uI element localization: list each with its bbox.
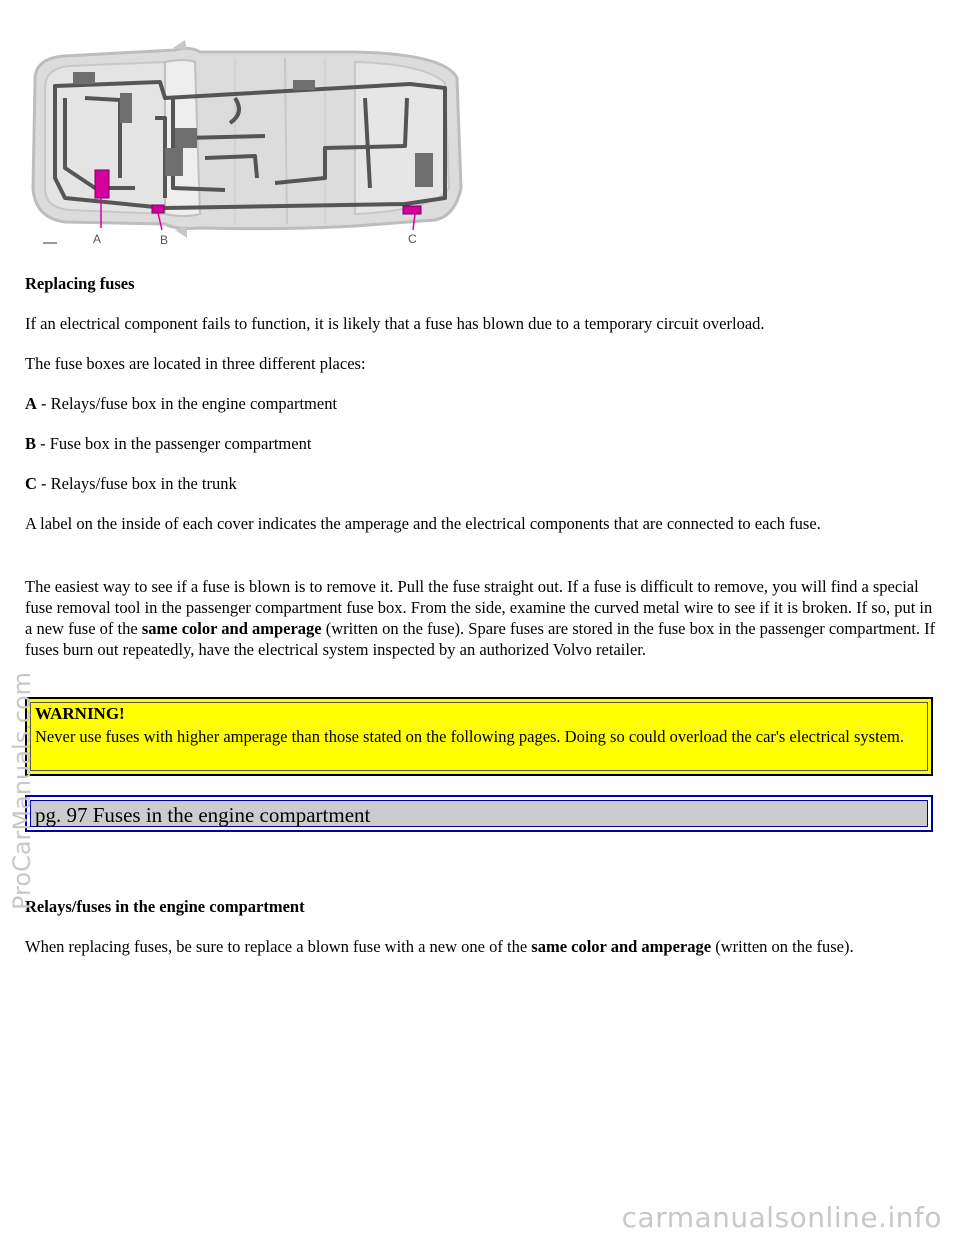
paragraph-replace <box>25 936 937 957</box>
car-wiring-diagram <box>25 38 470 248</box>
item-key: B <box>25 434 37 453</box>
item-text: - Fuse box in the passenger compartment <box>36 434 312 453</box>
text-bold: same color and amperage <box>141 619 322 638</box>
paragraph-fuse-check <box>25 576 937 660</box>
list-item-a <box>25 393 937 414</box>
label-a: A <box>93 232 102 246</box>
section-title: pg. 97 Fuses in the engine compartment <box>35 803 371 827</box>
item-text: - Relays/fuse box in the engine compartment <box>36 394 338 413</box>
item-key: C <box>25 474 37 493</box>
heading-replacing-fuses: Replacing fuses <box>25 274 135 293</box>
paragraph-intro: If an electrical component fails to function, it is likely that a fuse has blown due to a temporary circuit overload. <box>25 314 765 333</box>
paragraph-locations: The fuse boxes are located in three different places: <box>25 354 366 373</box>
text-part: When replacing fuses, be sure to replace a blown fuse with a new one of the <box>25 937 532 956</box>
warning-text: Never use fuses with higher amperage than those stated on the following pages. Doing so could overload the car's electrical system. <box>35 727 904 746</box>
item-key: A <box>25 394 37 413</box>
text-bold: same color and amperage <box>531 937 712 956</box>
warning-title: WARNING! <box>35 704 125 723</box>
label-b: B <box>160 233 169 247</box>
section-header <box>25 795 933 832</box>
footer-watermark: carmanualsonline.info <box>621 1201 942 1234</box>
list-item-c <box>25 473 937 494</box>
side-watermark-text: ProCarManuals.com <box>8 671 36 910</box>
warning-box <box>25 697 933 776</box>
label-c: C <box>408 232 417 246</box>
text-part: The easiest way to see if a fuse is blown is to remove it. Pull the fuse straight out. If a fuse is difficult to remove, you will find a special fuse removal tool in the passenger compartment fuse box. From the side, examine the curved metal wire to see if it is broken. If so, put in a new fuse of the <box>25 577 933 638</box>
item-text: - Relays/fuse box in the trunk <box>36 474 237 493</box>
list-item-b <box>25 433 937 454</box>
heading-relays-fuses: Relays/fuses in the engine compartment <box>25 897 305 916</box>
text-part: (written on the fuse). Spare fuses are stored in the fuse box in the passenger compartment. If fuses burn out repeatedly, have the electrical system inspected by an authorized Volvo retailer. <box>25 619 936 659</box>
paragraph-label-info: A label on the inside of each cover indicates the amperage and the electrical components that are connected to each fuse. <box>25 514 821 533</box>
text-part: (written on the fuse). <box>711 937 854 956</box>
side-watermark <box>0 500 40 920</box>
